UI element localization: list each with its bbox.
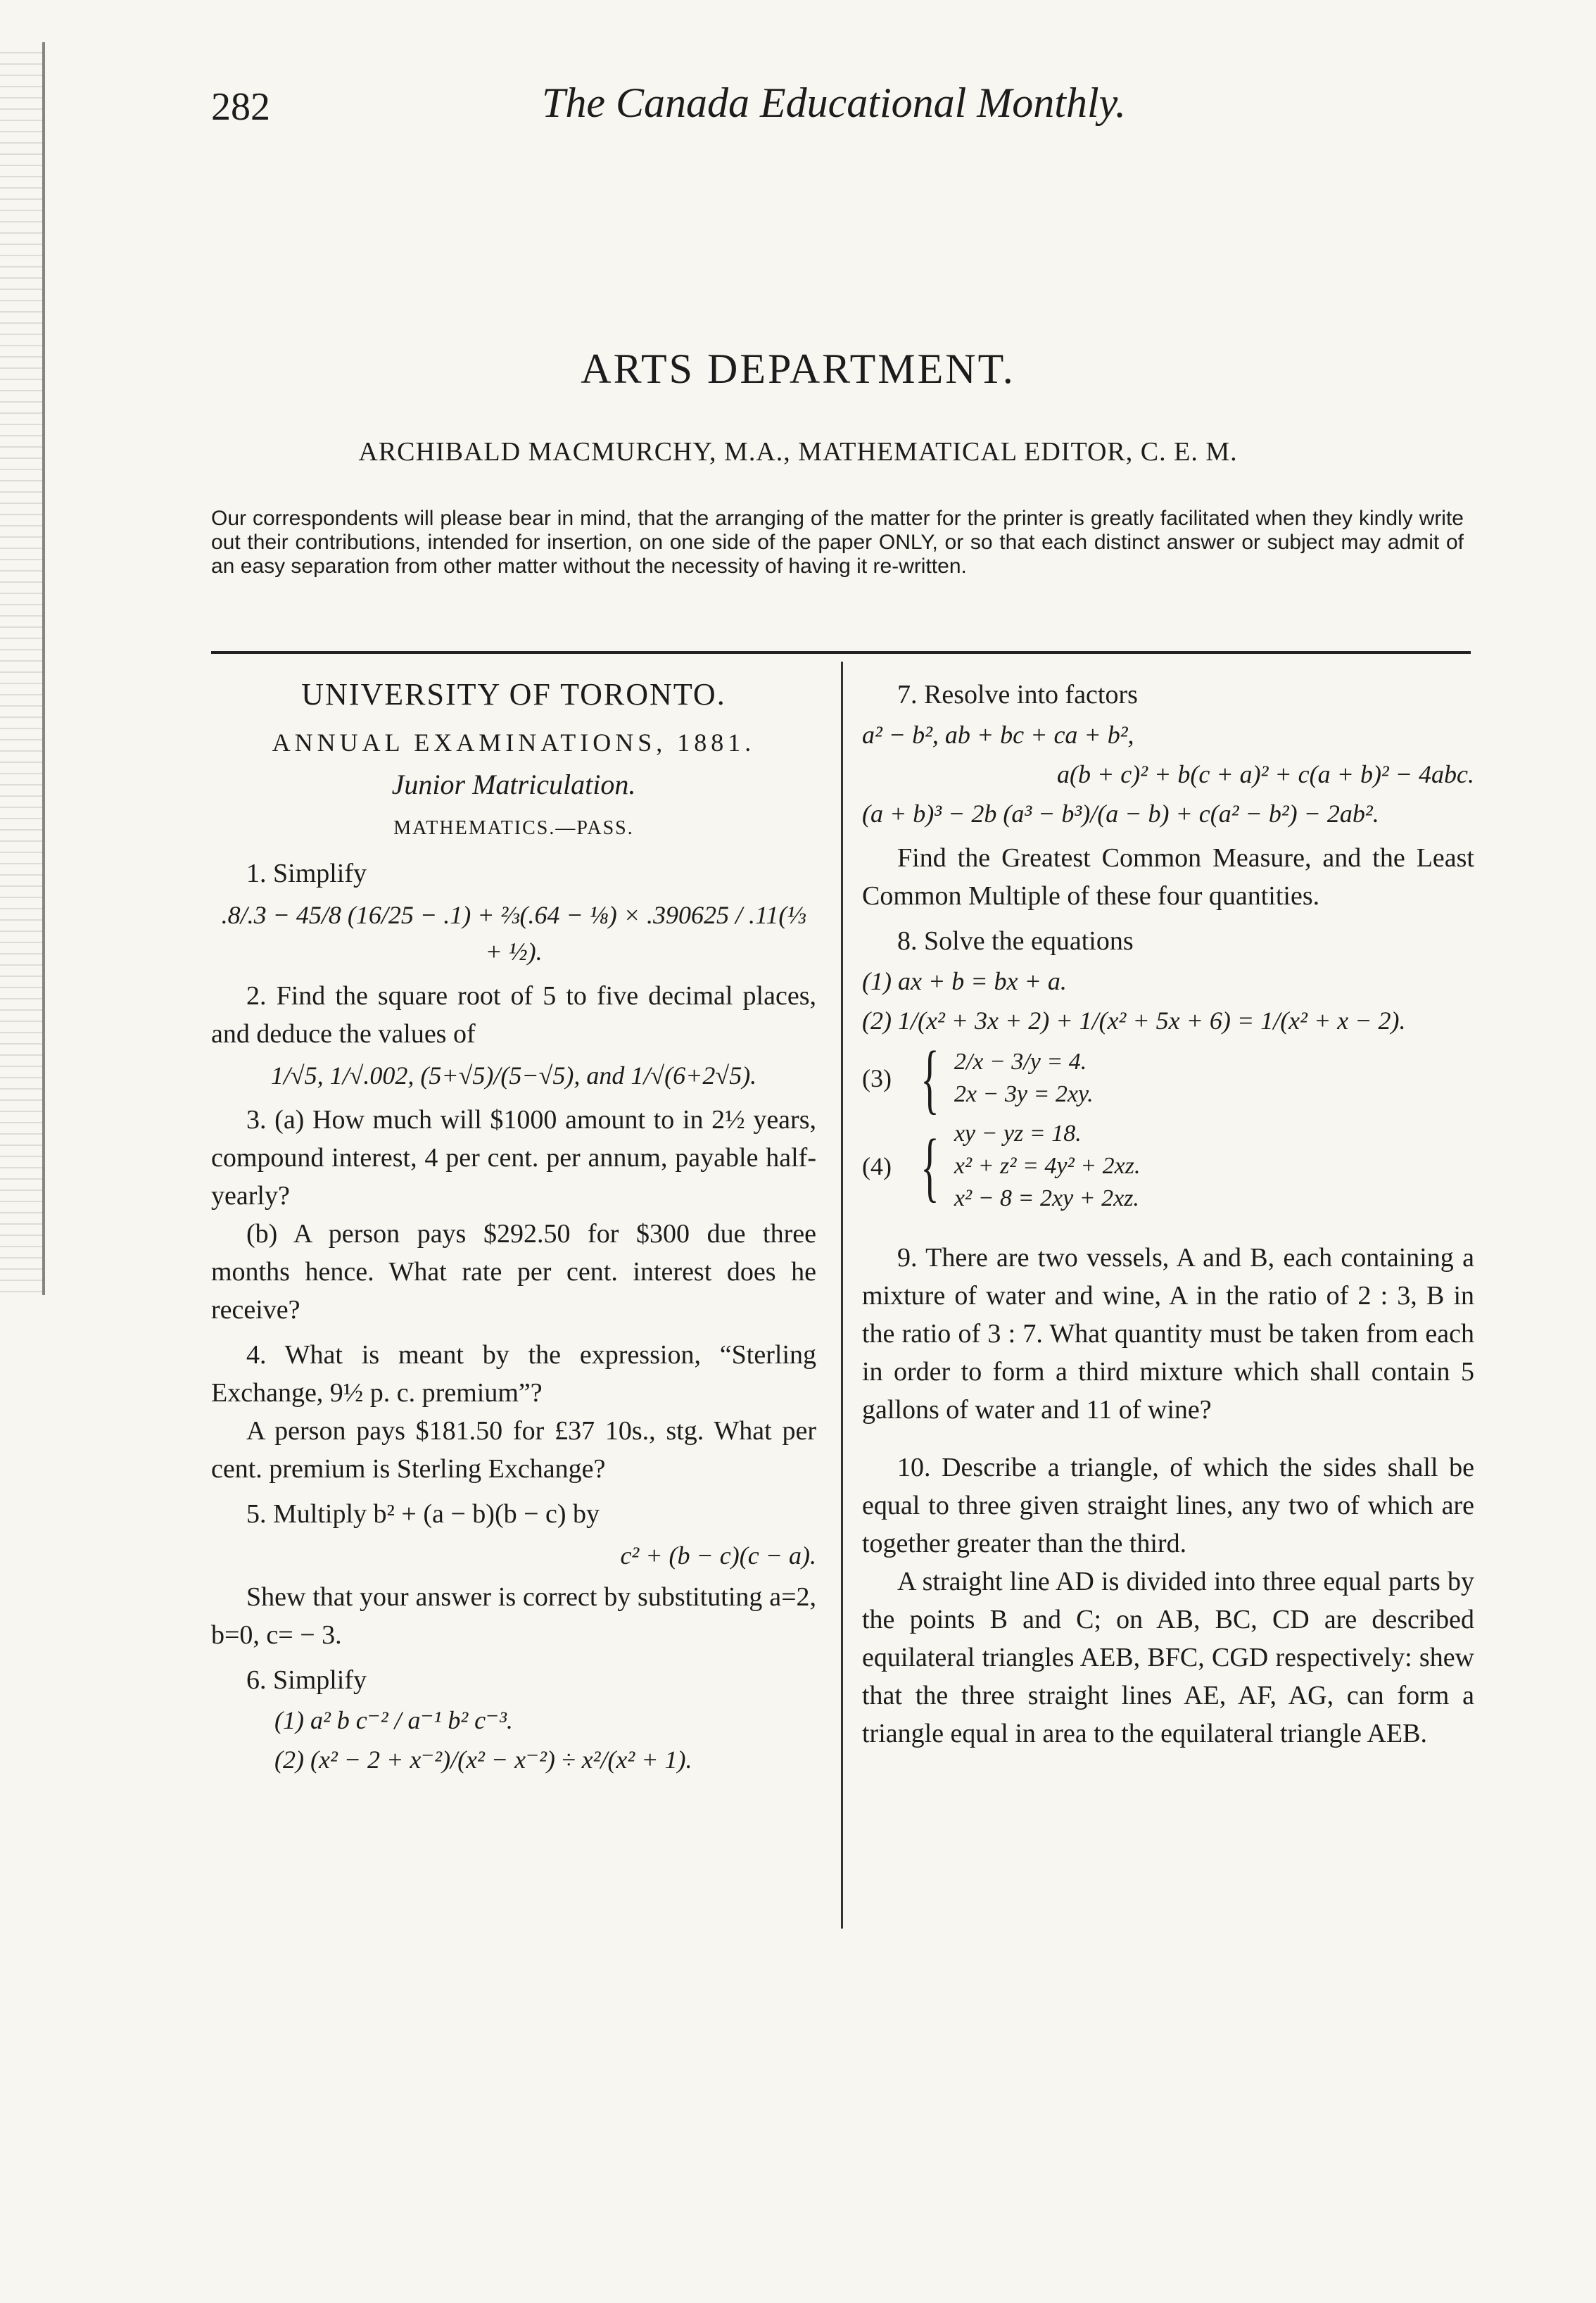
part-4-equation-3: x² − 8 = 2xy + 2xz. [954, 1185, 1139, 1211]
left-column [211, 676, 816, 1781]
page-binding-edge [0, 42, 45, 1295]
question-4b: A person pays $181.50 for £37 10s., stg. What per cent. premium is Sterling Exchange? [211, 1416, 816, 1484]
part-3-equation-2: 2x − 3y = 2xy. [954, 1081, 1094, 1107]
part-4-equation-1: xy − yz = 18. [954, 1121, 1082, 1147]
question-6-part-1: (1) a² b c⁻² / a⁻¹ b² c⁻³. [274, 1706, 513, 1734]
correspondents-notice: Our correspondents will please bear in mind, that the arranging of the matter for the printer is greatly facilitated when they kindly write out their contributions, intended for insertion, on one side of the paper ONLY, or so that each distinct answer or subject may admit of an easy separation from other matter without the necessity of having it re-written. [211, 507, 1464, 578]
section-rule [211, 651, 1471, 654]
question-5: 5. Multiply b² + (a − b)(b − c) by [246, 1499, 600, 1529]
brace-icon: { [920, 1035, 939, 1121]
brace-icon: { [920, 1123, 939, 1209]
question-8-part-3 [862, 1035, 1474, 1121]
question-7-instruction: Find the Greatest Common Measure, and the Least Common Multiple of these four quantities. [862, 843, 1474, 911]
question-5-expression: c² + (b − c)(c − a). [620, 1541, 816, 1570]
question-8-part-2: (2) 1/(x² + 3x + 2) + 1/(x² + 5x + 6) = 1/(x² + x − 2). [862, 1007, 1406, 1035]
column-divider [841, 662, 843, 1929]
question-8-part-4 [862, 1118, 1474, 1215]
question-3a: 3. (a) How much will $1000 amount to in 2½ years, compound interest, 4 per cent. per annum, payable half-yearly? [211, 1105, 816, 1211]
exams-heading: ANNUAL EXAMINATIONS, 1881. [272, 728, 756, 757]
question-4a: 4. What is meant by the expression, “Sterling Exchange, 9½ p. c. premium”? [211, 1340, 816, 1408]
editor-line: ARCHIBALD MACMURCHY, M.A., MATHEMATICAL EDITOR, C. E. M. [358, 437, 1238, 467]
question-8-part-1: (1) ax + b = bx + a. [862, 967, 1067, 995]
right-column [862, 676, 1474, 1753]
question-7-line-1: a² − b², ab + bc + ca + b², [862, 721, 1134, 749]
university-heading: UNIVERSITY OF TORONTO. [301, 677, 726, 712]
part-4-equation-2: x² + z² = 4y² + 2xz. [954, 1153, 1141, 1179]
question-10: 10. Describe a triangle, of which the sides shall be equal to three given straight lines, any two of which are together greater than the third. [862, 1453, 1474, 1558]
question-7-line-2: a(b + c)² + b(c + a)² + c(a + b)² − 4abc. [1057, 760, 1474, 788]
part-3-equation-1: 2/x − 3/y = 4. [954, 1049, 1087, 1075]
question-10-rider: A straight line AD is divided into three equal parts by the points B and C; on AB, BC, CD are described equilateral triangles AEB, BFC, CGD respectively: shew that the three straight lines AE, AF, AG, can form a triangle equal in area to the equilateral triangle AEB. [862, 1567, 1474, 1748]
question-6: 6. Simplify [246, 1665, 367, 1695]
level-heading: Junior Matriculation. [391, 769, 636, 800]
part-3-label: (3) [862, 1064, 892, 1092]
question-2: 2. Find the square root of 5 to five decimal places, and deduce the values of [211, 981, 816, 1049]
question-5-check: Shew that your answer is correct by substituting a=2, b=0, c= − 3. [211, 1582, 816, 1650]
question-1-expression: .8/.3 − 45/8 (16/25 − .1) + ⅔(.64 − ⅛) × .390625 / .11(⅓ + ½). [221, 901, 806, 966]
question-8: 8. Solve the equations [897, 926, 1134, 956]
question-1: 1. Simplify [246, 859, 367, 888]
question-7-line-3: (a + b)³ − 2b (a³ − b³)/(a − b) + c(a² − b²) − 2ab². [862, 800, 1379, 828]
subject-heading: MATHEMATICS.—PASS. [393, 817, 634, 839]
journal-title: The Canada Educational Monthly. [542, 80, 1126, 126]
part-4-label: (4) [862, 1152, 892, 1180]
page-number: 282 [211, 85, 270, 129]
question-9: 9. There are two vessels, A and B, each containing a mixture of water and wine, A in the ratio of 2 : 3, B in the ratio of 3 : 7. What quantity must be taken from each in order to form a third mixture which shall contain 5 gallons of water and 11 of wine? [862, 1243, 1474, 1425]
question-6-part-2: (2) (x² − 2 + x⁻²)/(x² − x⁻²) ÷ x²/(x² + 1). [274, 1746, 692, 1774]
department-title: ARTS DEPARTMENT. [581, 346, 1015, 392]
question-3b: (b) A person pays $292.50 for $300 due three months hence. What rate per cent. interest does he receive? [211, 1219, 816, 1325]
question-7: 7. Resolve into factors [897, 680, 1138, 709]
question-2-expression: 1/√5, 1/√.002, (5+√5)/(5−√5), and 1/√(6+2√5). [270, 1061, 757, 1090]
